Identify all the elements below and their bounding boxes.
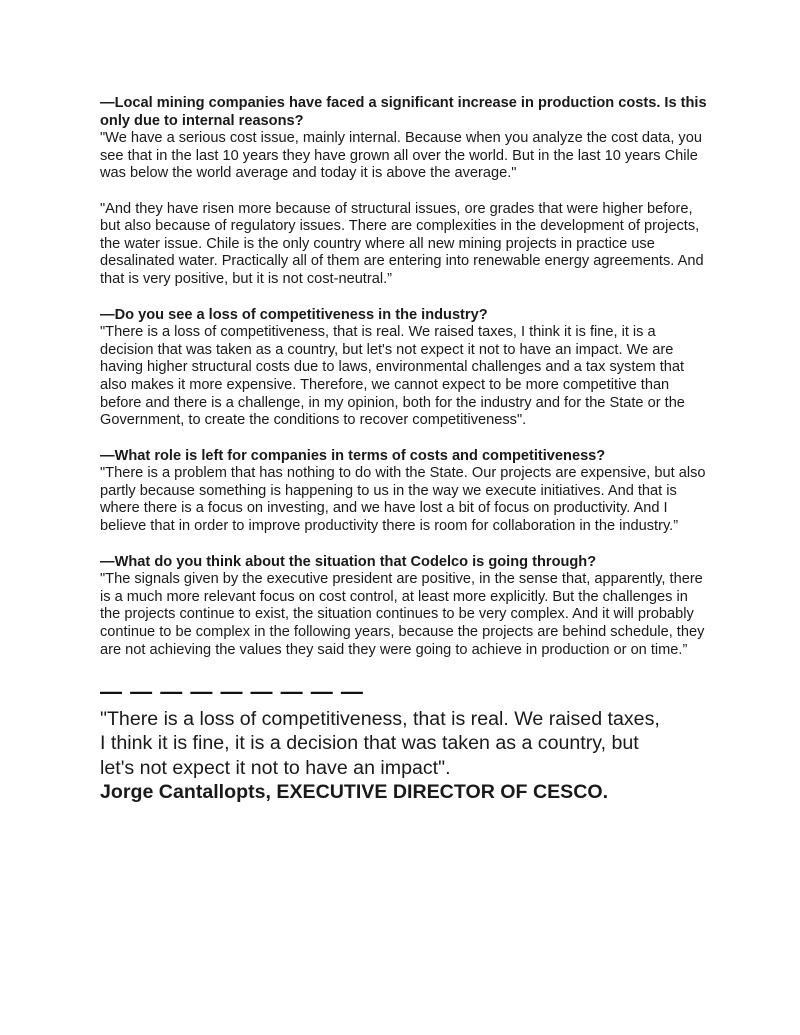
pull-quote xyxy=(100,707,660,804)
paragraph-gap xyxy=(100,183,710,201)
pull-quote-text: "There is a loss of competitiveness, that is real. We raised taxes, I think it is fine, it is a decision that was taken as a country, but let's not expect it not to have an impact". xyxy=(100,708,660,779)
question-heading: —What role is left for companies in terms of costs and competitiveness? xyxy=(100,447,606,464)
document-page xyxy=(100,95,710,804)
answer-paragraph: "We have a serious cost issue, mainly internal. Because when you analyze the cost data, you see that in the last 10 years they have grown all over the world. But in the last 10 years Chile was below the world average and today it is above the average." xyxy=(100,130,702,182)
answer-paragraph: "And they have risen more because of structural issues, ore grades that were higher before, but also because of regulatory issues. There are complexities in the development of projects, the water issue. Chile is the only country where all new mining projects in practice use desalinated water. Practically all of them are entering into renewable energy agreements. And that is very positive, but it is not cost-neutral.” xyxy=(100,200,704,287)
question-heading: —What do you think about the situation that Codelco is going through? xyxy=(100,553,597,570)
answer-paragraph: "There is a problem that has nothing to do with the State. Our projects are expensive, but also partly because something is happening to us in the way we execute initiatives. And that is where there is a focus on investing, and we have lost a bit of focus on productivity. And I believe that in order to improve productivity there is room for collaboration in the industry.” xyxy=(100,465,706,535)
question-heading: —Do you see a loss of competitiveness in the industry? xyxy=(100,306,488,323)
qa-section-4 xyxy=(100,554,710,660)
answer-paragraph: "The signals given by the executive president are positive, in the sense that, apparently, there is a much more relevant focus on cost control, at least more explicitly. But the challenges in the projects continue to exist, the situation continues to be very complex. And it will probably continue to be complex in the following years, because the projects are behind schedule, they are not achieving the values they said they were going to achieve in production or on time.” xyxy=(100,571,705,658)
qa-section-1 xyxy=(100,95,710,289)
quote-attribution: Jorge Cantallopts, EXECUTIVE DIRECTOR OF CESCO. xyxy=(100,780,609,803)
answer-paragraph: "There is a loss of competitiveness, that is real. We raised taxes, I think it is fine, it is a decision that was taken as a country, but let's not expect it not to have an impact. We are having higher structural costs due to laws, environmental challenges and a tax system that also makes it more expensive. Therefore, we cannot expect to be more competitive than before and there is a challenge, in my opinion, both for the industry and for the State or the Government, to create the conditions to recover competitiveness". xyxy=(100,324,685,429)
qa-section-2 xyxy=(100,307,710,430)
section-divider: — — — — — — — — — xyxy=(100,679,364,705)
qa-section-3 xyxy=(100,448,710,536)
question-heading: —Local mining companies have faced a significant increase in production costs. Is this only due to internal reasons? xyxy=(100,95,707,129)
